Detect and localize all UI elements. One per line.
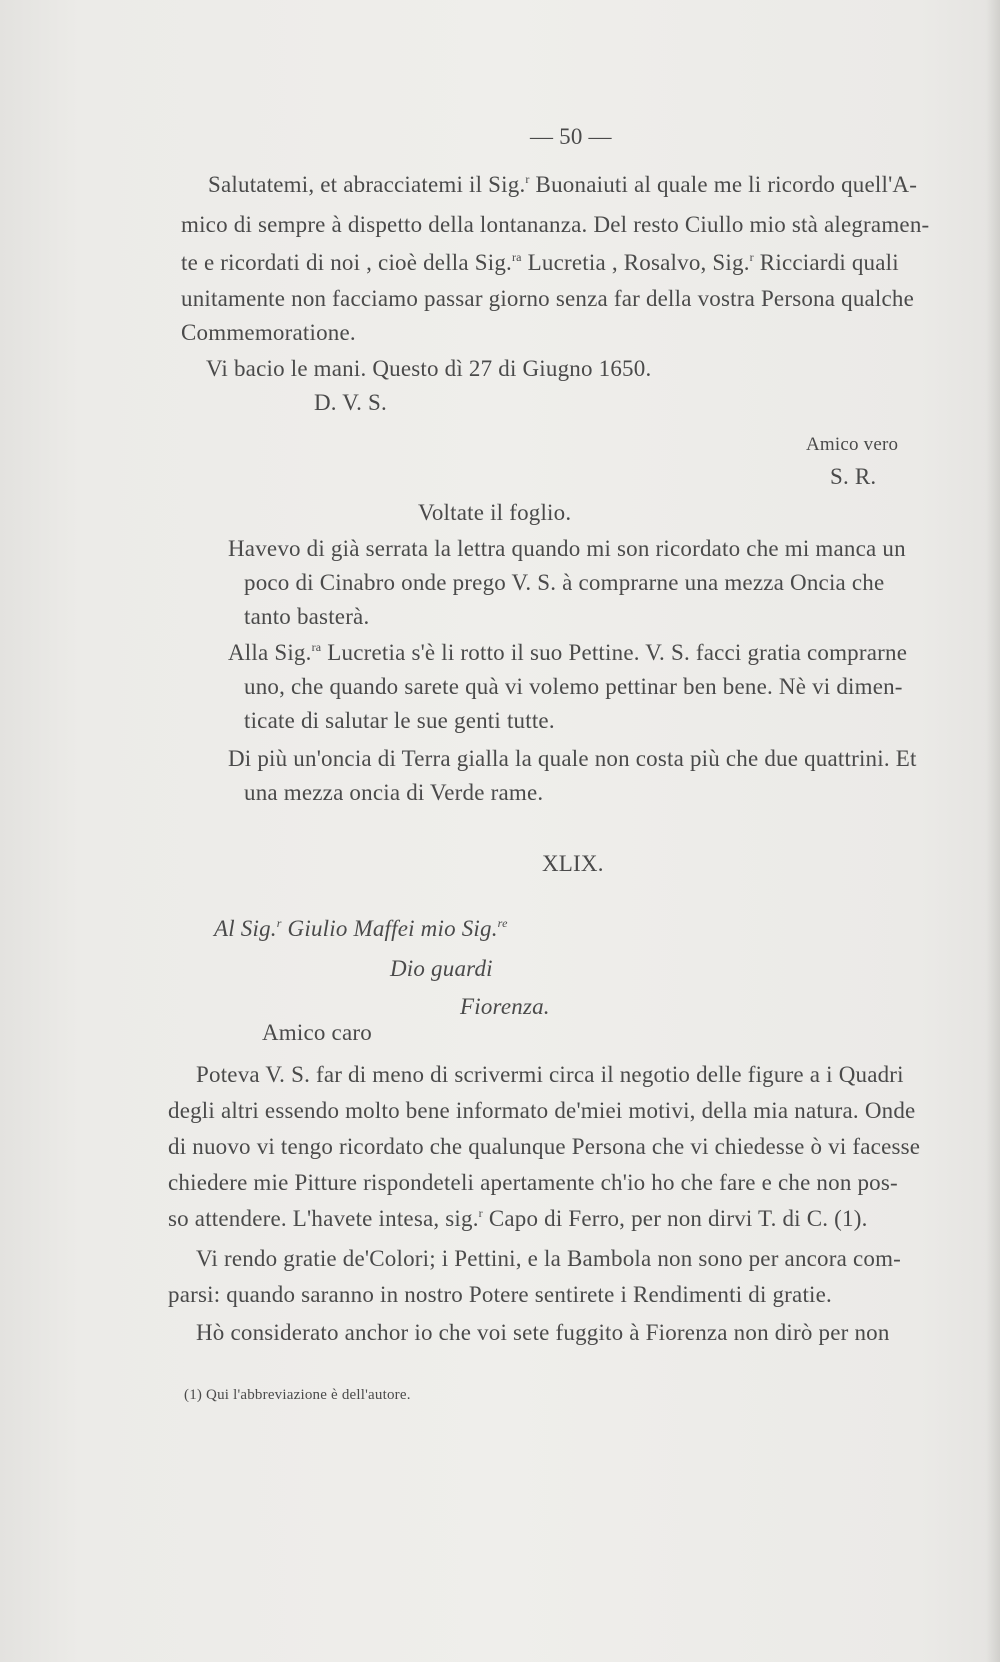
dvs-abbreviation: D. V. S. (314, 390, 387, 415)
footnote: (1) Qui l'abbreviazione è dell'autore. (184, 1387, 411, 1403)
letter-line: unitamente non facciamo passar giorno senza far della vostra Persona qualche (181, 286, 915, 311)
postscript-line: Alla Sig.$^{ra}$ Lucretia s'è li rotto il suo Pettine. V. S. facci gratia comprarne (228, 640, 908, 665)
letter-line: chiedere mie Pitture rispondeteli apertamente ch'io ho che fare e che non pos- (168, 1170, 898, 1195)
letter-line: degli altri essendo molto bene informato de'miei motivi, della mia natura. Onde (168, 1098, 916, 1123)
letter-line: Hò considerato anchor io che voi sete fuggito à Fiorenza non dirò per non (196, 1320, 890, 1345)
salutation: Amico caro (262, 1020, 372, 1045)
postscript-line: una mezza oncia di Verde rame. (244, 780, 544, 805)
letter-line: di nuovo vi tengo ricordato che qualunque Persona che vi chiedesse ò vi facesse (168, 1134, 921, 1159)
postscript-line: uno, che quando sarete quà vi volemo pettinar ben bene. Nè vi dimen- (244, 674, 903, 699)
letter-line: parsi: quando saranno in nostro Potere sentirete i Rendimenti di gratie. (168, 1282, 832, 1307)
letter-numeral: XLIX. (542, 851, 604, 876)
address-line: Fiorenza. (460, 994, 550, 1019)
address-line: Dio guardi (390, 956, 493, 981)
letter-line: Poteva V. S. far di meno di scrivermi circa il negotio delle figure a i Quadri (196, 1062, 904, 1087)
turn-page-note: Voltate il foglio. (418, 500, 572, 525)
signature-initials: S. R. (830, 464, 877, 489)
page-number: — 50 — (530, 124, 612, 149)
letter-line: Salutatemi, et abracciatemi il Sig.$^r$ Buonaiuti al quale me li ricordo quell'A- (208, 172, 918, 197)
letter-line: Vi rendo gratie de'Colori; i Pettini, e la Bambola non sono per ancora com- (196, 1246, 902, 1271)
letter-line: Commemoratione. (181, 320, 356, 345)
postscript-line: Havevo di già serrata la lettra quando mi son ricordato che mi manca un (228, 536, 906, 561)
letter-line: so attendere. L'havete intesa, sig.$^r$ Capo di Ferro, per non dirvi T. di C. (1). (168, 1206, 868, 1231)
letter-closing: Vi bacio le mani. Questo dì 27 di Giugno 1650. (206, 356, 652, 381)
letter-line: mico di sempre à dispetto della lontananza. Del resto Ciullo mio stà alegramen- (181, 212, 930, 237)
postscript-line: ticate di salutar le sue genti tutte. (244, 708, 555, 733)
postscript-line: poco di Cinabro onde prego V. S. à comprarne una mezza Oncia che (244, 570, 885, 595)
signature-friend: Amico vero (806, 434, 899, 455)
address-line: Al Sig.$^r$ Giulio Maffei mio Sig.$^{re}$ (214, 916, 508, 941)
postscript-line: tanto basterà. (244, 604, 370, 629)
letter-line: te e ricordati di noi , cioè della Sig.$^{ra}$ Lucretia , Rosalvo, Sig.$^r$ Ricciardi quali (181, 250, 899, 275)
page-edge-shadow (986, 0, 1000, 1662)
postscript-line: Di più un'oncia di Terra gialla la quale non costa più che due quattrini. Et (228, 746, 917, 771)
